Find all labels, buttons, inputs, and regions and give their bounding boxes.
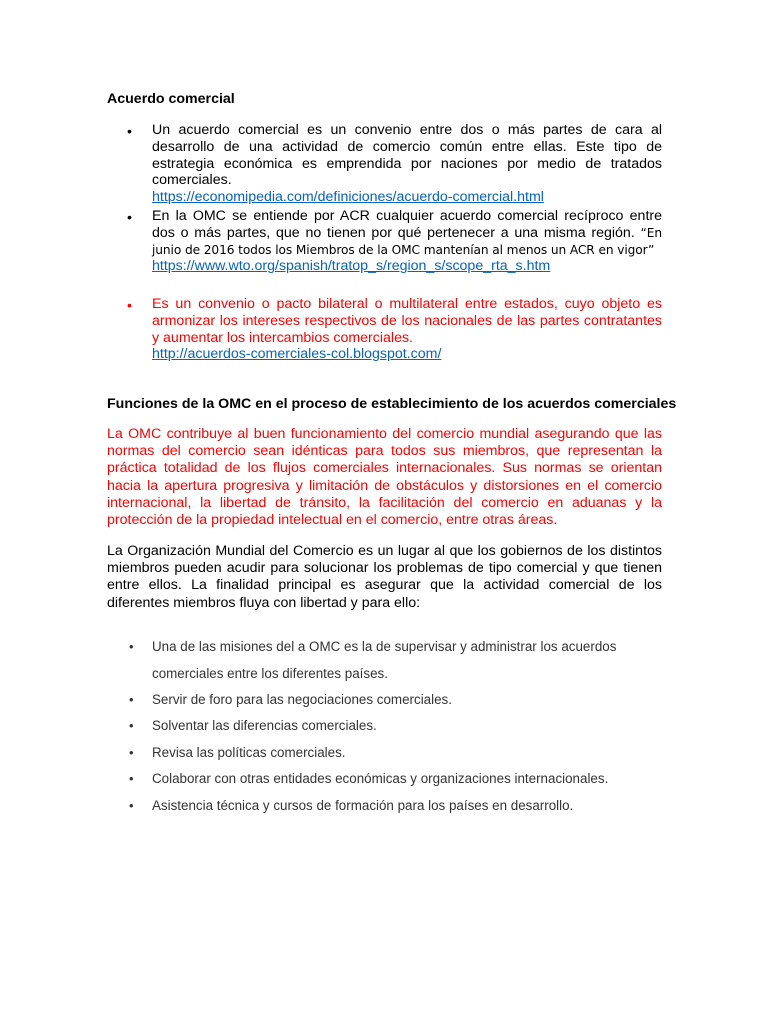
source-link[interactable]: http://acuerdos-comerciales-col.blogspot.com/: [152, 346, 442, 363]
paragraph-omc-contribution: La OMC contribuye al buen funcionamiento del comercio mundial asegurando que las normas del comercio sean idénticas para todos sus miembros, que representan la práctica totalidad de los flujos comerciales internacionales. Sus normas se orientan hacia la apertura progresiva y limitación de obstáculos y distorsiones en el comercio internacional, la libertad de tránsito, la facilitación del comercio en aduanas y la protección de la propiedad intelectual en el comercio, entre otras áreas.: [107, 426, 662, 529]
bullet-marker: •: [129, 692, 134, 707]
paragraph-omc-purpose: La Organización Mundial del Comercio es un lugar al que los gobiernos de los distintos miembros pueden acudir para solucionar los problemas de tipo comercial y que tienen entre ellos. La finalidad principal es asegurar que la actividad comercial de los diferentes miembros fluya con libertad y para ello:: [107, 543, 662, 611]
list-item: Servir de foro para las negociaciones comerciales.: [152, 692, 452, 707]
list-item: Asistencia técnica y cursos de formación para los países en desarrollo.: [152, 798, 574, 813]
bullet-marker: •: [129, 639, 134, 654]
bullet-marker: •: [127, 210, 132, 226]
bullet-item-omc-acr: [152, 208, 662, 275]
bullet-text: Un acuerdo comercial es un convenio entre dos o más partes de cara al desarrollo de una actividad de comercio común entre ellas. Este tipo de estrategia económica es emprendida por naciones por medio de tratados comerciales.: [152, 122, 662, 189]
list-item: Colaborar con otras entidades económicas y organizaciones internacionales.: [152, 771, 609, 786]
bullet-marker: •: [127, 124, 132, 140]
source-link[interactable]: https://economipedia.com/definiciones/acuerdo-comercial.html: [152, 189, 544, 206]
bullet-marker: •: [129, 718, 134, 733]
bullet-marker: •: [129, 745, 134, 760]
section-heading-acuerdo-comercial: Acuerdo comercial: [107, 91, 235, 107]
bullet-marker: •: [129, 771, 134, 786]
section-heading-funciones-omc: Funciones de la OMC en el proceso de establecimiento de los acuerdos comerciales: [107, 396, 677, 412]
bullet-text: Es un convenio o pacto bilateral o multilateral entre estados, cuyo objeto es armonizar los intereses respectivos de los nacionales de las partes contratantes y aumentar los intercambios comerciales.: [152, 296, 662, 346]
bullet-item-convenio: [152, 296, 662, 363]
bullet-text: En la OMC se entiende por ACR cualquier acuerdo comercial recíproco entre dos o más partes, que no tienen por qué pertenecer a una misma región.: [152, 208, 662, 241]
source-link[interactable]: https://www.wto.org/spanish/tratop_s/region_s/scope_rta_s.htm: [152, 258, 551, 275]
bullet-quote: “En junio de 2016 todos los Miembros de la OMC mantenían al menos un ACR en vigor”: [152, 225, 662, 257]
list-item: Solventar las diferencias comerciales.: [152, 718, 377, 733]
bullet-item-definition: [152, 122, 662, 206]
list-item: Revisa las políticas comerciales.: [152, 745, 346, 760]
bullet-marker: •: [127, 298, 132, 314]
bullet-marker: •: [129, 798, 134, 813]
list-item: Una de las misiones del a OMC es la de supervisar y administrar los acuerdos comerciales entre los diferentes países.: [152, 639, 617, 681]
